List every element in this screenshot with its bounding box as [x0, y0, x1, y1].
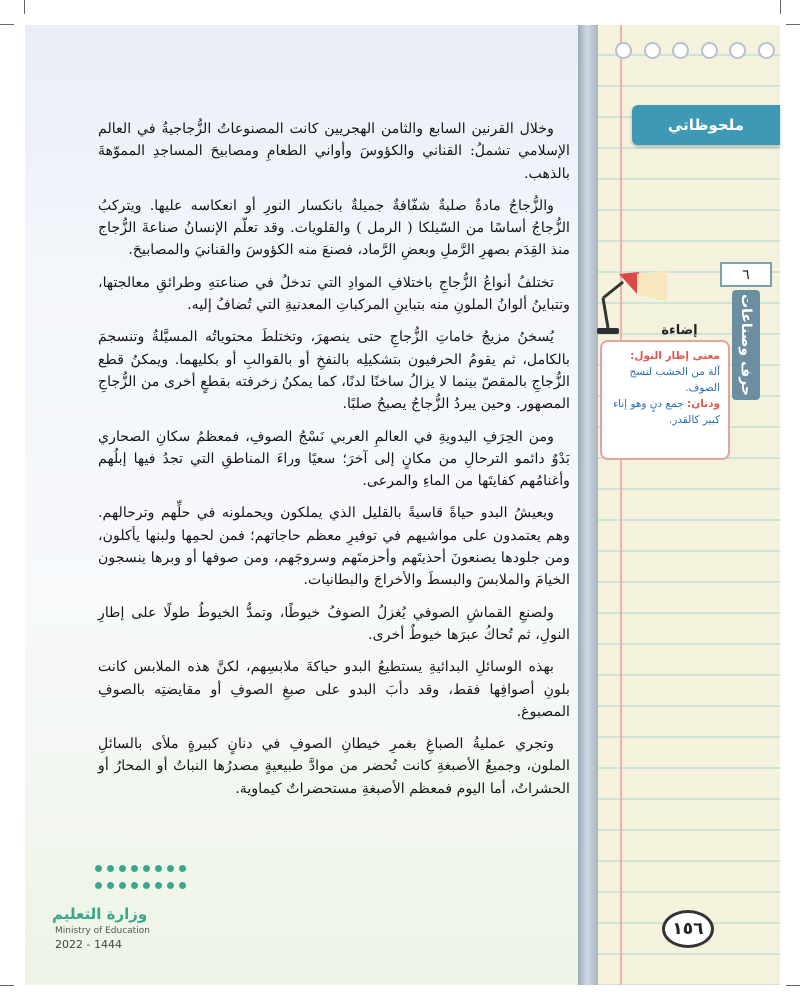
crop-mark	[0, 985, 14, 986]
binder-hole	[672, 42, 689, 59]
crop-mark	[780, 0, 781, 14]
crop-mark	[786, 985, 800, 986]
entry-definition: جمع دنٍ وهو إناء كبير كالقدر.	[613, 398, 720, 426]
ministry-name-english: Ministry of Education	[55, 926, 150, 936]
binder-hole	[615, 42, 632, 59]
notes-tab-label: ملحوظاتي	[667, 116, 745, 134]
paragraph: ولصنعِ القماشِ الصوفي يُغزلُ الصوفُ خيوطًا، وتمدُّ الخيوطُ طولًا على إطارِ النولِ، ثم تُحاكُ عبرَها خيوطٌ أخرى.	[98, 604, 570, 643]
binder-hole	[758, 42, 775, 59]
binder-hole	[644, 42, 661, 59]
paragraph: ويعيشُ البدو حياةً قاسيةً بالقليل الذي يملكون ويحملونه في حلِّهم وترحالهم. وهم يعتمدون على مواشيهم في توفيرِ معظم حاجاتهم؛ فمن لحمِها ولبنها يأكلون، ومن جلودها يصنعونَ أحذيتَهم وأحزمتَهم وسروجَهم، ومن صوفها أو وبرها ينسجون الخيامَ والملابسَ والبسطَ والأخراجَ والبطانيات.	[98, 505, 570, 589]
illumination-label: إضاءة	[661, 323, 698, 338]
entry-definition: آلة من الخشب لنسج الصوف.	[629, 366, 720, 394]
paragraph: وخلال القرنين السابع والثامن الهجريين كانت المصنوعاتُ الزُّجاجيةُ في العالم الإسلامي تشملُ: القناني والكؤوسَ وأواني الطعامِ ومصابيحَ المساجدِ المموّهةَ بالذهب.	[98, 121, 570, 182]
page-number: ١٥٦	[662, 910, 714, 948]
page-binding	[578, 25, 598, 985]
chapter-title: حرف وصناعات	[738, 293, 754, 397]
illumination-card	[600, 340, 730, 460]
binder-hole	[701, 42, 718, 59]
main-text	[98, 118, 570, 810]
crop-mark	[786, 24, 800, 25]
paragraph: والزُّجاجُ مادةٌ صلبةٌ شفّافةٌ جميلةٌ بانكسار النورِ أو انعكاسه عليها. ويتركبُ الزُّجاجُ أساسًا من السّيلكا ( الرمل ) والقلويات. وقد تعلّم الإنسانُ صناعةَ الزُّجاج منذ القِدَم بصهرِ الرَّملِ وبعضِ الرَّماد، فصنعَ منه الكؤوسَ والقنانيَ والمصابيحَ.	[98, 197, 570, 259]
chapter-title-tab	[732, 290, 760, 400]
paragraph: يُسخنُ مزيجُ خاماتِ الزُّجاجِ حتى ينصهرَ، وتختلطَ محتوياتُه المسيَّلةُ وتنسجمَ بالكامل، ثم يقومُ الحرفيون بتشكيلِه بالنفخِ أو بالقوالبِ أو بكليهما. ويمكنُ قطع الزُّجاجِ بالمقصّ بينما لا يزالُ ساخنًا لدنًا، كما يمكنُ زخرفته بقطعٍ أخرى من الزُّجاجِ المصهور. وحين يبردُ الزُّجاجُ يصبحُ صلبًا.	[98, 329, 570, 413]
ministry-logo-dots	[95, 865, 190, 895]
ministry-year: 2022 - 1444	[55, 938, 122, 951]
notes-tab	[632, 105, 780, 145]
paragraph: بهذه الوسائلِ البدائيةِ يستطيعُ البدو حياكةَ ملابسِهم، لكنَّ هذه الملابس كانت بلونِ أصوافِها فقط، وقد دأبَ البدو على صبغِ الصوفِ أو مقايضتِه بالصوفِ المصبوغ.	[98, 659, 570, 720]
crop-mark	[24, 0, 25, 14]
chapter-number: ٦	[720, 262, 772, 287]
paragraph: ومن الحِرَفِ اليدويةِ في العالمِ العربي نَسْجُ الصوفِ، فمعظمُ سكانِ الصحاري بَدْوٌ دائمو الترحالِ من مكانٍ إلى آخرَ؛ سعيًا وراءَ المناطقِ التي تجدُ فيها إبلُهم وأغنامُهم كفايتَها من الماءِ والمرعى.	[98, 428, 570, 490]
notes-sidebar	[598, 25, 780, 985]
sidebar-margin-line	[620, 25, 622, 985]
paragraph: تختلفُ أنواعُ الزُّجاجِ باختلافِ الموادِ التي تدخلُ في صناعتهِ وطرائقِ معالجتها، وتتباينُ ألوانُ الملونِ منه بتباينِ المركباتِ المعدنيةِ التي تُضافُ إليه.	[98, 274, 570, 314]
binder-hole	[729, 42, 746, 59]
ministry-name-arabic: وزارة التعليم	[52, 905, 148, 923]
crop-mark	[0, 24, 14, 25]
entry-term: معنى إطار النول:	[630, 350, 720, 362]
paragraph: وتجري عمليةُ الصباغِ بغمرِ خيطانِ الصوفِ في دنانٍ كبيرةٍ ملأى بالسائلِ الملون، وجميعُ الأصبغةِ كانت تُحضر من موادَّ طبيعيةٍ مصدرُها النباتُ أو المحارُ أو الحشراتُ، أما اليوم فمعظم الأصبغةِ مستحضراتٌ كيماوية.	[98, 736, 570, 797]
entry-term: ودنان:	[687, 398, 720, 410]
binder-holes	[615, 42, 775, 66]
